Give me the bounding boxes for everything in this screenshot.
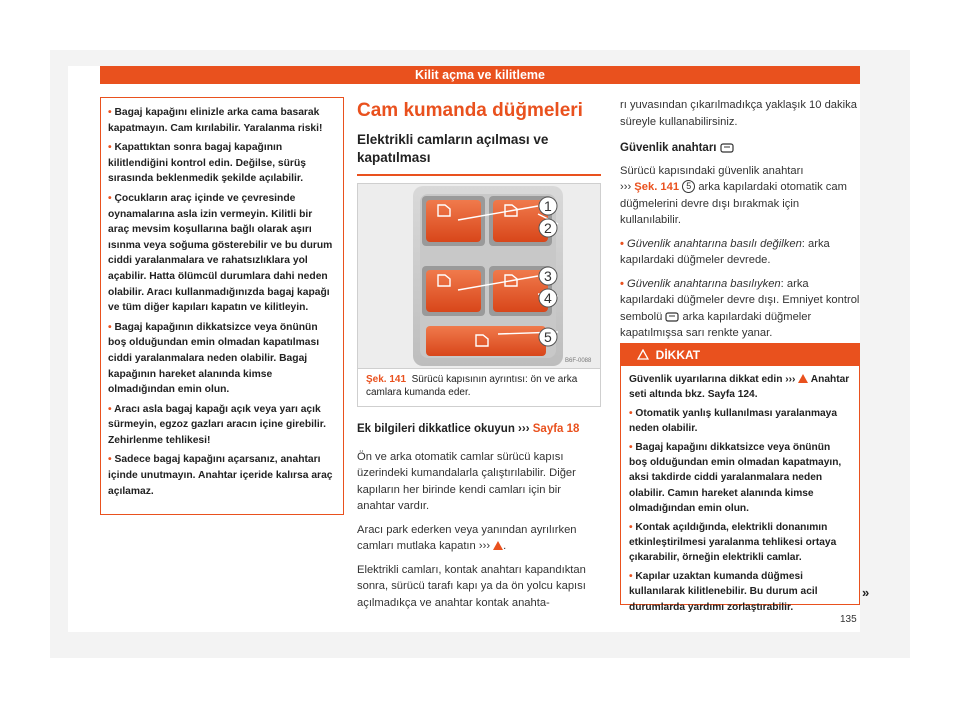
warning-icon — [493, 541, 503, 550]
paragraph: Elektrikli camları, kontak anahtarı kapandıktan sonra, sürücü tarafı kapı ya da ön yolcu kapısı açılmadıkça ve anahtar kontak anahta- — [357, 563, 586, 609]
middle-column — [357, 97, 601, 618]
figure-caption-area — [357, 369, 601, 407]
continue-arrow: » — [862, 585, 870, 600]
callout-5: 5 — [544, 328, 552, 345]
safety-heading: Güvenlik anahtarı — [620, 140, 860, 157]
section-subtitle: Elektrikli camların açılması ve kapatılması — [357, 132, 549, 165]
callout-ref: 5 — [682, 180, 695, 193]
body-text — [357, 449, 601, 612]
warning-item: • Çocukların araç içinde ve çevresinde oynamalarına asla izin vermeyin. Kilitli bir araç mevsim koşullarına bağlı olarak aşırı ısınma veya soğuma gösterebilir ve bu durum ciddi yaralanmalara ve rahatsızlıklara yol açabilir. Hatta ölümcül durumlara dahi neden olabilir. Aracı kullanmadığınızda bagaj kapağı ve tüm diğer kapıları kapatın ve kilitleyin. — [108, 192, 333, 314]
page-number: 135 — [840, 614, 857, 625]
warning-item: • Bagaj kapağını elinizle arka cama basarak kapatmayın. Cam kırılabilir. Yaralanma riski! — [108, 107, 323, 134]
paragraph: Ön ve arka otomatik camlar sürücü kapısı üzerindeki kumandalarla çalıştırılabilir. Diğer kapıların her birinde kendi camları için bir anahtar vardır. — [357, 450, 576, 512]
list-item: • Güvenlik anahtarına basılıyken: arka kapılardaki düğmeler devre dışı. Emniyet kontrol sembolü arka kapılardaki düğmeler kapatılmışsa sarı renkte yanar. — [620, 277, 860, 339]
bullet-icon: • — [108, 454, 112, 466]
caution-item: • Bagaj kapağını dikkatsizce veya önünün boş olduğundan emin olmadan kapatmayın, aksi takdirde ciddi yaralanmalara neden olabilir. Camın hareket alanında kimse olmadığından emin olun. — [629, 441, 842, 515]
divider — [357, 174, 601, 176]
callout-1: 1 — [544, 197, 552, 214]
safety-switch — [426, 326, 546, 356]
figure-link[interactable]: Şek. 141 — [634, 181, 680, 193]
section-header: Kilit açma ve kilitleme — [100, 66, 860, 84]
figure-caption: Şek. 141 Sürücü kapısının ayrıntısı: ön ve arka camlara kumanda eder. — [366, 373, 578, 398]
right-column — [620, 97, 860, 349]
page-title: Cam kumanda düğmeleri — [357, 100, 583, 121]
list-item: • Güvenlik anahtarına basılı değilken: arka kapılardaki düğmeler devrede. — [620, 237, 830, 266]
paragraph: Aracı park ederken veya yanından ayrılırken camları mutlaka kapatın ››› . — [357, 523, 577, 552]
warning-item: • Sadece bagaj kapağını açarsanız, anahtarı içinde unutmayın. Anahtar içeride kalırsa araç açılamaz. — [108, 454, 333, 497]
warning-item: • Bagaj kapağının dikkatsizce veya önünün boş olduğundan emin olmadan kapatılması ciddi yaralanmalara neden olabilir. Bagaj kapağının hareket alanında kimse olmadığından emin olun. — [108, 321, 320, 396]
callout-2: 2 — [544, 219, 552, 236]
figure-code: B6F-0088 — [565, 357, 592, 364]
bullet-icon: • — [108, 142, 112, 154]
caution-box — [620, 343, 860, 613]
caution-header: DİKKAT — [621, 344, 859, 366]
figure-window-switches — [357, 183, 601, 369]
caution-item: • Kapılar uzaktan kumanda düğmesi kullanılarak kilitlenebilir. Bu durum acil durumlarda yardımı zorlaştırabilir. — [629, 570, 818, 613]
caution-item: • Kontak açıldığında, elektrikli donanımın etkinleştirilmesi yaralanma tehlikesi ortaya çıkarabilir, örneğin elektrikli camlar. — [629, 521, 837, 564]
caution-body — [621, 366, 859, 615]
extra-info-reference: Ek bilgileri dikkatlice okuyun ››› Sayfa 18 — [357, 422, 580, 435]
caution-item: • Otomatik yanlış kullanılması yaralanmaya neden olabilir. — [629, 407, 838, 435]
child-lock-icon — [720, 141, 734, 153]
paragraph: rı yuvasından çıkarılmadıkça yaklaşık 10 dakika süreyle kullanabilirsiniz. — [620, 99, 857, 128]
paragraph: Sürücü kapısındaki güvenlik anahtarı ››› Şek. 141 5 arka kapılardaki otomatik cam düğmelerini devre dışı bırakmak için kullanılabilir. — [620, 164, 847, 226]
caution-intro: Güvenlik uyarılarına dikkat edin ››› Anahtar seti altında bkz. Sayfa 124. — [629, 374, 850, 401]
warning-item: • Kapattıktan sonra bagaj kapağının kilitlendiğini kontrol edin. Değilse, sürüş sırasında beklenmedik şekilde açılabilir. — [108, 142, 306, 185]
warning-icon — [798, 374, 808, 383]
callout-4: 4 — [544, 289, 552, 306]
warning-item: • Aracı asla bagaj kapağı açık veya yarı açık sürmeyin, egzoz gazları aracın içine girebilir. Zehirlenme tehlikesi! — [108, 403, 327, 446]
left-warning-box — [100, 97, 344, 515]
bullet-icon: • — [108, 403, 112, 415]
warning-icon — [637, 349, 649, 360]
child-lock-icon — [665, 310, 679, 322]
page-link[interactable]: Sayfa 18 — [532, 422, 580, 435]
callout-3: 3 — [544, 267, 552, 284]
switch-rear-left — [426, 270, 481, 312]
switch-front-left — [426, 200, 481, 242]
bullet-icon: • — [108, 321, 112, 333]
window-switch-illustration — [358, 184, 600, 368]
bullet-icon: • — [108, 192, 112, 204]
bullet-icon: • — [108, 107, 112, 118]
